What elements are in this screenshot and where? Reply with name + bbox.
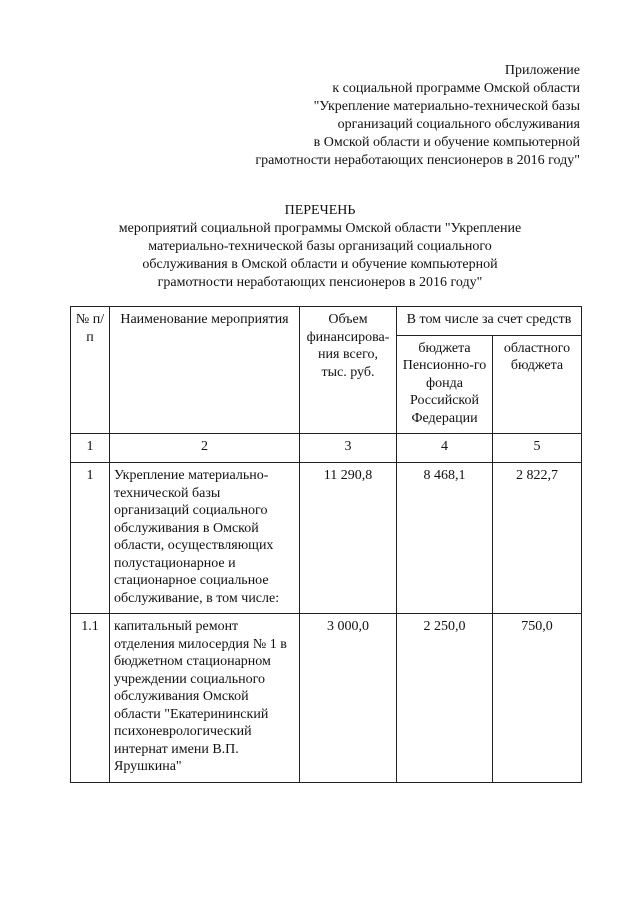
appendix-block — [160, 62, 580, 170]
header-num: № п/п — [71, 307, 110, 434]
appendix-line: организаций социального обслуживания — [337, 117, 580, 132]
title-line: материально-технической базы организаций социального — [148, 239, 492, 254]
title-line: грамотности неработающих пенсионеров в 2016 году" — [157, 275, 483, 290]
appendix-line: "Укрепление материально-технической базы — [313, 99, 580, 114]
title-heading: ПЕРЕЧЕНЬ — [284, 203, 356, 218]
header-name: Наименование мероприятия — [110, 307, 300, 434]
column-number-row — [71, 434, 582, 463]
appendix-line: грамотности неработающих пенсионеров в 2016 году" — [255, 153, 580, 168]
table-row — [71, 614, 582, 783]
measures-table — [70, 306, 582, 783]
row-pension: 2 250,0 — [397, 614, 493, 783]
table-header-row — [71, 307, 582, 336]
row-name: Укрепление материально-технической базы организаций социального обслуживания в Омской области, осуществляющих полустационарное и стационарное социальное обслуживание, в том числе: — [110, 463, 300, 614]
column-number: 4 — [397, 434, 493, 463]
row-volume: 11 290,8 — [300, 463, 397, 614]
column-number: 2 — [110, 434, 300, 463]
document-title — [60, 202, 580, 292]
row-regional: 2 822,7 — [493, 463, 582, 614]
column-number: 1 — [71, 434, 110, 463]
appendix-line: к социальной программе Омской области — [332, 81, 580, 96]
column-number: 5 — [493, 434, 582, 463]
header-including: В том числе за счет средств — [397, 307, 582, 336]
row-num: 1 — [71, 463, 110, 614]
header-regional: областного бюджета — [493, 335, 582, 434]
appendix-line: Приложение — [504, 63, 580, 78]
column-number: 3 — [300, 434, 397, 463]
row-name: капитальный ремонт отделения милосердия № 1 в бюджетном стационарном учреждении социального обслуживания Омской области "Екатерининский психоневрологический интернат имени В.П. Ярушкина" — [110, 614, 300, 783]
title-line: обслуживания в Омской области и обучение компьютерной — [142, 257, 498, 272]
row-num: 1.1 — [71, 614, 110, 783]
row-volume: 3 000,0 — [300, 614, 397, 783]
appendix-line: в Омской области и обучение компьютерной — [313, 135, 580, 150]
header-pension: бюджета Пенсионно-го фонда Российской Федерации — [397, 335, 493, 434]
row-pension: 8 468,1 — [397, 463, 493, 614]
header-volume: Объем финансирова-ния всего, тыс. руб. — [300, 307, 397, 434]
table-row — [71, 463, 582, 614]
row-regional: 750,0 — [493, 614, 582, 783]
title-line: мероприятий социальной программы Омской области "Укрепление — [118, 221, 522, 236]
